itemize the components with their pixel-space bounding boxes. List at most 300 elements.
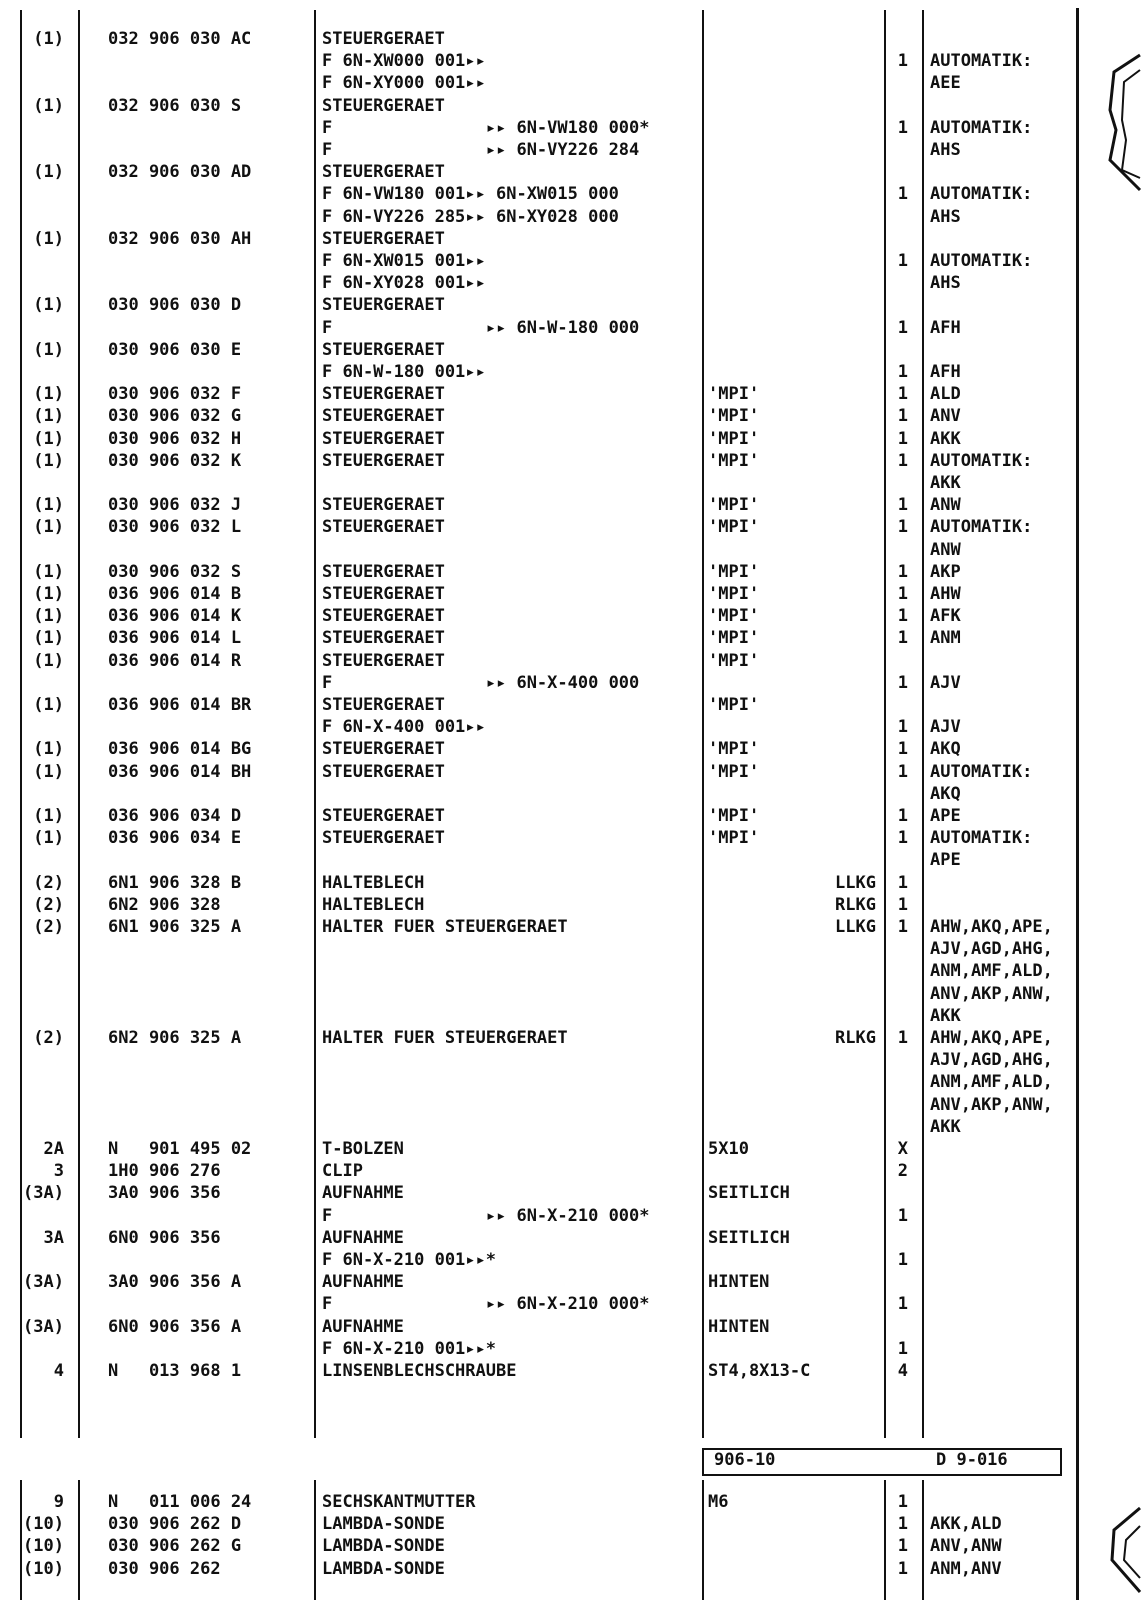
cell-part: 036 906 034 D: [108, 806, 242, 826]
table-row: [0, 361, 1070, 383]
table-row: [0, 95, 1070, 117]
cell-part: 6N0 906 356: [108, 1227, 221, 1248]
cell-desc: STEUERGERAET: [322, 806, 445, 826]
table-row: [0, 450, 1070, 472]
table-row: [0, 405, 1070, 427]
cell-qty: 1: [897, 362, 908, 382]
cell-rem: AFK: [930, 606, 961, 627]
cell-qty: 1: [897, 1250, 908, 1270]
cell-desc: STEUERGERAET: [322, 406, 445, 427]
cell-pos: (1): [33, 295, 64, 316]
cell-part: 036 906 014 R: [108, 650, 242, 671]
cell-desc: F 6N-XY000 001▸▸: [322, 73, 486, 94]
table-row: [0, 960, 1070, 982]
cell-note: 'MPI': [708, 584, 760, 604]
cell-desc: STEUERGERAET: [322, 606, 445, 627]
table-row: [0, 272, 1070, 294]
cell-desc: F ▸▸ 6N-X-400 000: [322, 672, 640, 693]
cell-qty: 1: [897, 406, 908, 427]
cell-rem: AUTOMATIK:: [930, 761, 1033, 782]
cell-part: 3A0 906 356: [108, 1183, 221, 1204]
table-row: [0, 761, 1070, 783]
cell-pos: (2): [33, 917, 64, 937]
cell-qty: 1: [897, 1514, 908, 1535]
cell-note: SEITLICH: [708, 1183, 790, 1204]
cell-desc: STEUERGERAET: [322, 384, 445, 405]
cell-qty: 1: [897, 1205, 908, 1226]
cell-note: SEITLICH: [708, 1227, 790, 1248]
cell-pos: (2): [33, 894, 64, 915]
cell-desc: F 6N-X-210 001▸▸*: [322, 1250, 496, 1270]
cell-pos: (3A): [23, 1272, 64, 1293]
cell-desc: F ▸▸ 6N-VY226 284: [322, 140, 640, 160]
cell-rem: AUTOMATIK:: [930, 117, 1033, 138]
cell-desc: STEUERGERAET: [322, 450, 445, 471]
cell-pos: (10): [23, 1536, 64, 1557]
cell-desc: AUFNAHME: [322, 1316, 404, 1337]
cell-pos: (1): [33, 761, 64, 782]
cell-qty: 1: [897, 184, 908, 205]
cell-desc: AUFNAHME: [322, 1227, 404, 1248]
cell-note: 'MPI': [708, 628, 760, 649]
cell-part: 030 906 262 D: [108, 1514, 242, 1535]
cell-desc: STEUERGERAET: [322, 561, 445, 582]
cell-rem: APE: [930, 850, 961, 871]
cell-pos: (1): [33, 517, 64, 538]
cell-rem: ANW: [930, 539, 961, 560]
table-row: [0, 738, 1070, 760]
cell-part: N 901 495 02: [108, 1139, 252, 1159]
cell-rem: AEE: [930, 73, 961, 94]
cell-qty: 1: [897, 917, 908, 937]
cell-rem: AHW,AKQ,APE,: [930, 1028, 1053, 1048]
cell-desc: F 6N-XW015 001▸▸: [322, 251, 486, 271]
cell-note: 'MPI': [708, 517, 760, 538]
cell-rem: AUTOMATIK:: [930, 184, 1033, 205]
table-row: [0, 1513, 1070, 1535]
cell-desc: CLIP: [322, 1161, 363, 1182]
page-number: D 9-016: [936, 1450, 1008, 1470]
cell-part: 1H0 906 276: [108, 1161, 221, 1182]
cell-pos: (1): [33, 828, 64, 849]
cell-pos: (1): [33, 339, 64, 360]
cell-pos: (1): [33, 806, 64, 826]
cell-part: 030 906 032 K: [108, 450, 242, 471]
table-row: [0, 72, 1070, 94]
cell-part: 032 906 030 AH: [108, 228, 252, 249]
cell-desc: F 6N-X-400 001▸▸: [322, 717, 486, 738]
cell-note: 'MPI': [708, 806, 760, 826]
cell-rem: AHW: [930, 584, 961, 604]
cell-qty: 1: [897, 1492, 908, 1512]
cell-rem: ANV,AKP,ANW,: [930, 983, 1053, 1004]
cell-qty: 1: [897, 739, 908, 760]
cell-part: 036 906 014 K: [108, 606, 242, 627]
cell-qty: 1: [897, 450, 908, 471]
table-row: [0, 894, 1070, 916]
table-row: [0, 1227, 1070, 1249]
cell-qty: 1: [897, 517, 908, 538]
cell-note: 'MPI': [708, 561, 760, 582]
table-row: [0, 650, 1070, 672]
cell-part: 032 906 030 AD: [108, 162, 252, 183]
cell-desc: T-BOLZEN: [322, 1139, 404, 1159]
cell-desc: STEUERGERAET: [322, 584, 445, 604]
cell-pos: (2): [33, 1028, 64, 1048]
cell-rem: ANM,AMF,ALD,: [930, 961, 1053, 982]
cell-part: 030 906 262 G: [108, 1536, 242, 1557]
table-row: [0, 1005, 1070, 1027]
cell-qty: 1: [897, 317, 908, 338]
cell-qty: 4: [897, 1361, 908, 1381]
table-row: [0, 983, 1070, 1005]
cell-qty: 1: [897, 1338, 908, 1359]
table-row: [0, 206, 1070, 228]
table-row: [0, 783, 1070, 805]
cell-desc: HALTEBLECH: [322, 894, 425, 915]
table-row: [0, 849, 1070, 871]
cell-qty: 1: [897, 828, 908, 849]
cell-qty: 1: [897, 1536, 908, 1557]
cell-desc: AUFNAHME: [322, 1272, 404, 1293]
cell-part: 032 906 030 AC: [108, 29, 252, 49]
cell-desc: F ▸▸ 6N-X-210 000*: [322, 1294, 650, 1315]
table-row: [0, 494, 1070, 516]
cell-qty: 2: [897, 1161, 908, 1182]
table-row: [0, 605, 1070, 627]
cell-desc: STEUERGERAET: [322, 295, 445, 316]
cell-qty: 1: [897, 628, 908, 649]
cell-desc: STEUERGERAET: [322, 29, 445, 49]
cell-pos: 2A: [43, 1139, 64, 1159]
table-row: [0, 1205, 1070, 1227]
cell-desc: STEUERGERAET: [322, 650, 445, 671]
cell-rem: AFH: [930, 317, 961, 338]
cell-rem: ANM: [930, 628, 961, 649]
table-row: [0, 1116, 1070, 1138]
cell-part: 030 906 030 E: [108, 339, 242, 360]
cell-desc: HALTEBLECH: [322, 872, 425, 893]
cell-note: HINTEN: [708, 1272, 770, 1293]
cell-desc: STEUERGERAET: [322, 828, 445, 849]
table-row: [0, 339, 1070, 361]
cell-qty: 1: [897, 495, 908, 516]
table-row: [0, 1249, 1070, 1271]
cell-desc: STEUERGERAET: [322, 428, 445, 449]
cell-rem: ANV,ANW: [930, 1536, 1002, 1557]
cell-pos: (1): [33, 495, 64, 516]
cell-pos: (1): [33, 650, 64, 671]
cell-side: RLKG: [835, 894, 876, 915]
table-row: [0, 1535, 1070, 1557]
cell-rem: AUTOMATIK:: [930, 251, 1033, 271]
cell-pos: (10): [23, 1558, 64, 1579]
cell-pos: 3: [53, 1161, 64, 1182]
table-row: [0, 383, 1070, 405]
table-row: [0, 1338, 1070, 1360]
cell-pos: (1): [33, 450, 64, 471]
cell-rem: AHS: [930, 206, 961, 227]
cell-qty: 1: [897, 117, 908, 138]
table-row: [0, 50, 1070, 72]
cell-qty: 1: [897, 251, 908, 271]
cell-part: 030 906 032 J: [108, 495, 242, 516]
cell-part: 6N2 906 328: [108, 894, 221, 915]
cell-qty: 1: [897, 584, 908, 604]
cell-part: 036 906 014 BH: [108, 761, 252, 782]
table-row: [0, 1271, 1070, 1293]
cell-part: 030 906 262: [108, 1558, 221, 1579]
cell-qty: 1: [897, 384, 908, 405]
cell-qty: 1: [897, 51, 908, 72]
table-row: [0, 916, 1070, 938]
cell-part: 6N1 906 325 A: [108, 917, 242, 937]
cell-qty: 1: [897, 894, 908, 915]
table-row: [0, 250, 1070, 272]
cell-note: 'MPI': [708, 406, 760, 427]
cell-qty: 1: [897, 717, 908, 738]
cell-rem: ANV: [930, 406, 961, 427]
cell-desc: LAMBDA-SONDE: [322, 1536, 445, 1557]
cell-part: N 011 006 24: [108, 1492, 252, 1512]
cell-pos: 9: [53, 1492, 64, 1512]
cell-note: 'MPI': [708, 606, 760, 627]
cell-rem: AKP: [930, 561, 961, 582]
cell-side: LLKG: [835, 917, 876, 937]
cell-part: 030 906 032 L: [108, 517, 242, 538]
cell-part: 030 906 032 H: [108, 428, 242, 449]
table-row: [0, 428, 1070, 450]
cell-desc: STEUERGERAET: [322, 495, 445, 516]
table-row: [0, 583, 1070, 605]
table-row: [0, 1558, 1070, 1580]
cell-part: 6N2 906 325 A: [108, 1028, 242, 1048]
cell-pos: (10): [23, 1514, 64, 1535]
cell-rem: AFH: [930, 362, 961, 382]
group-number: 906-10: [714, 1450, 776, 1470]
cell-pos: (1): [33, 584, 64, 604]
table-row: [0, 1491, 1070, 1513]
cell-desc: STEUERGERAET: [322, 695, 445, 715]
table-row: [0, 1360, 1070, 1382]
cell-rem: ANV,AKP,ANW,: [930, 1094, 1053, 1115]
table-row: [0, 1138, 1070, 1160]
cell-rem: AUTOMATIK:: [930, 828, 1033, 849]
cell-rem: AKK,ALD: [930, 1514, 1002, 1535]
cell-note: M6: [708, 1492, 729, 1512]
cell-pos: (3A): [23, 1183, 64, 1204]
cell-pos: (1): [33, 406, 64, 427]
cell-rem: AUTOMATIK:: [930, 51, 1033, 72]
cell-qty: 1: [897, 1558, 908, 1579]
cell-pos: 3A: [43, 1227, 64, 1248]
table-row: [0, 872, 1070, 894]
cell-rem: AKK: [930, 1116, 961, 1137]
cell-pos: 4: [53, 1361, 64, 1381]
cell-part: 6N0 906 356 A: [108, 1316, 242, 1337]
cell-note: 5X10: [708, 1139, 749, 1159]
cell-part: 030 906 032 F: [108, 384, 242, 405]
table-row: [0, 1071, 1070, 1093]
table-row: [0, 228, 1070, 250]
cell-desc: STEUERGERAET: [322, 162, 445, 183]
cell-rem: AJV: [930, 672, 961, 693]
cell-desc: AUFNAHME: [322, 1183, 404, 1204]
table-row: [0, 161, 1070, 183]
cell-pos: (1): [33, 95, 64, 116]
cell-qty: 1: [897, 606, 908, 627]
cell-pos: (1): [33, 695, 64, 715]
cell-qty: 1: [897, 1028, 908, 1048]
cell-desc: HALTER FUER STEUERGERAET: [322, 1028, 568, 1048]
cell-pos: (1): [33, 384, 64, 405]
table-row: [0, 472, 1070, 494]
cell-desc: STEUERGERAET: [322, 761, 445, 782]
cell-part: 036 906 034 E: [108, 828, 242, 849]
table-row: [0, 317, 1070, 339]
page-reference-box: [702, 1448, 1062, 1476]
table-row: [0, 117, 1070, 139]
cell-part: 6N1 906 328 B: [108, 872, 242, 893]
table-row: [0, 139, 1070, 161]
cell-pos: (1): [33, 739, 64, 760]
table-row: [0, 183, 1070, 205]
cell-qty: 1: [897, 672, 908, 693]
table-row: [0, 561, 1070, 583]
cell-part: 036 906 014 L: [108, 628, 242, 649]
cell-desc: SECHSKANTMUTTER: [322, 1492, 476, 1512]
cell-rem: AUTOMATIK:: [930, 517, 1033, 538]
cell-rem: AKQ: [930, 739, 961, 760]
cell-note: 'MPI': [708, 761, 760, 782]
cell-desc: F 6N-W-180 001▸▸: [322, 362, 486, 382]
cell-rem: AJV: [930, 717, 961, 738]
cell-part: 036 906 014 BG: [108, 739, 252, 760]
cell-pos: (1): [33, 561, 64, 582]
cell-pos: (2): [33, 872, 64, 893]
cell-note: 'MPI': [708, 450, 760, 471]
cell-part: 032 906 030 S: [108, 95, 242, 116]
table-row: [0, 1293, 1070, 1315]
table-row: [0, 716, 1070, 738]
cell-desc: F 6N-XW000 001▸▸: [322, 51, 486, 72]
cell-desc: F 6N-XY028 001▸▸: [322, 273, 486, 294]
cell-pos: (3A): [23, 1316, 64, 1337]
cell-desc: STEUERGERAET: [322, 517, 445, 538]
cell-part: N 013 968 1: [108, 1361, 242, 1381]
cell-desc: LAMBDA-SONDE: [322, 1514, 445, 1535]
cell-note: HINTEN: [708, 1316, 770, 1337]
cell-note: ST4,8X13-C: [708, 1361, 811, 1381]
cell-pos: (1): [33, 29, 64, 49]
cell-desc: STEUERGERAET: [322, 628, 445, 649]
cell-rem: AKK: [930, 1005, 961, 1026]
cell-rem: ANM,ANV: [930, 1558, 1002, 1579]
cell-qty: 1: [897, 872, 908, 893]
cell-side: LLKG: [835, 872, 876, 893]
cell-desc: HALTER FUER STEUERGERAET: [322, 917, 568, 937]
margin-bracket-icon: [1100, 50, 1145, 200]
table-row: [0, 627, 1070, 649]
cell-desc: F ▸▸ 6N-X-210 000*: [322, 1205, 650, 1226]
cell-note: 'MPI': [708, 695, 760, 715]
cell-part: 030 906 030 D: [108, 295, 242, 316]
table-row: [0, 938, 1070, 960]
cell-note: 'MPI': [708, 739, 760, 760]
cell-rem: ANM,AMF,ALD,: [930, 1072, 1053, 1093]
cell-part: 030 906 032 G: [108, 406, 242, 427]
cell-qty: X: [897, 1139, 908, 1159]
cell-desc: STEUERGERAET: [322, 739, 445, 760]
cell-desc: STEUERGERAET: [322, 339, 445, 360]
cell-rem: AHS: [930, 273, 961, 294]
table-row: [0, 694, 1070, 716]
table-row: [0, 294, 1070, 316]
cell-note: 'MPI': [708, 650, 760, 671]
cell-qty: 1: [897, 1294, 908, 1315]
cell-part: 030 906 032 S: [108, 561, 242, 582]
table-row: [0, 28, 1070, 50]
cell-desc: LAMBDA-SONDE: [322, 1558, 445, 1579]
cell-desc: LINSENBLECHSCHRAUBE: [322, 1361, 517, 1381]
table-row: [0, 1316, 1070, 1338]
cell-pos: (1): [33, 228, 64, 249]
table-row: [0, 1160, 1070, 1182]
cell-pos: (1): [33, 428, 64, 449]
cell-desc: F 6N-VY226 285▸▸ 6N-XY028 000: [322, 206, 619, 227]
table-row: [0, 827, 1070, 849]
cell-desc: F ▸▸ 6N-W-180 000: [322, 317, 640, 338]
cell-qty: 1: [897, 761, 908, 782]
cell-rem: AJV,AGD,AHG,: [930, 1050, 1053, 1071]
cell-note: 'MPI': [708, 384, 760, 405]
cell-side: RLKG: [835, 1028, 876, 1048]
table-row: [0, 516, 1070, 538]
margin-bracket-icon: [1100, 1500, 1145, 1600]
table-row: [0, 1049, 1070, 1071]
cell-desc: STEUERGERAET: [322, 95, 445, 116]
cell-part: 3A0 906 356 A: [108, 1272, 242, 1293]
table-row: [0, 1027, 1070, 1049]
cell-desc: STEUERGERAET: [322, 228, 445, 249]
table-row: [0, 539, 1070, 561]
cell-qty: 1: [897, 561, 908, 582]
cell-rem: ANW: [930, 495, 961, 516]
cell-rem: AKK: [930, 473, 961, 493]
cell-desc: F 6N-VW180 001▸▸ 6N-XW015 000: [322, 184, 619, 205]
cell-pos: (1): [33, 606, 64, 627]
cell-part: 036 906 014 BR: [108, 695, 252, 715]
table-row: [0, 672, 1070, 694]
cell-rem: AHS: [930, 140, 961, 160]
table-row: [0, 805, 1070, 827]
cell-rem: APE: [930, 806, 961, 826]
cell-rem: AKQ: [930, 783, 961, 804]
cell-pos: (1): [33, 628, 64, 649]
cell-desc: F ▸▸ 6N-VW180 000*: [322, 117, 650, 138]
cell-rem: AUTOMATIK:: [930, 450, 1033, 471]
cell-rem: AJV,AGD,AHG,: [930, 939, 1053, 960]
table-row: [0, 1182, 1070, 1204]
cell-rem: AKK: [930, 428, 961, 449]
table-row: [0, 1094, 1070, 1116]
page-edge-rule: [1076, 8, 1079, 1600]
cell-part: 036 906 014 B: [108, 584, 242, 604]
cell-note: 'MPI': [708, 428, 760, 449]
cell-qty: 1: [897, 428, 908, 449]
cell-pos: (1): [33, 162, 64, 183]
cell-rem: ALD: [930, 384, 961, 405]
